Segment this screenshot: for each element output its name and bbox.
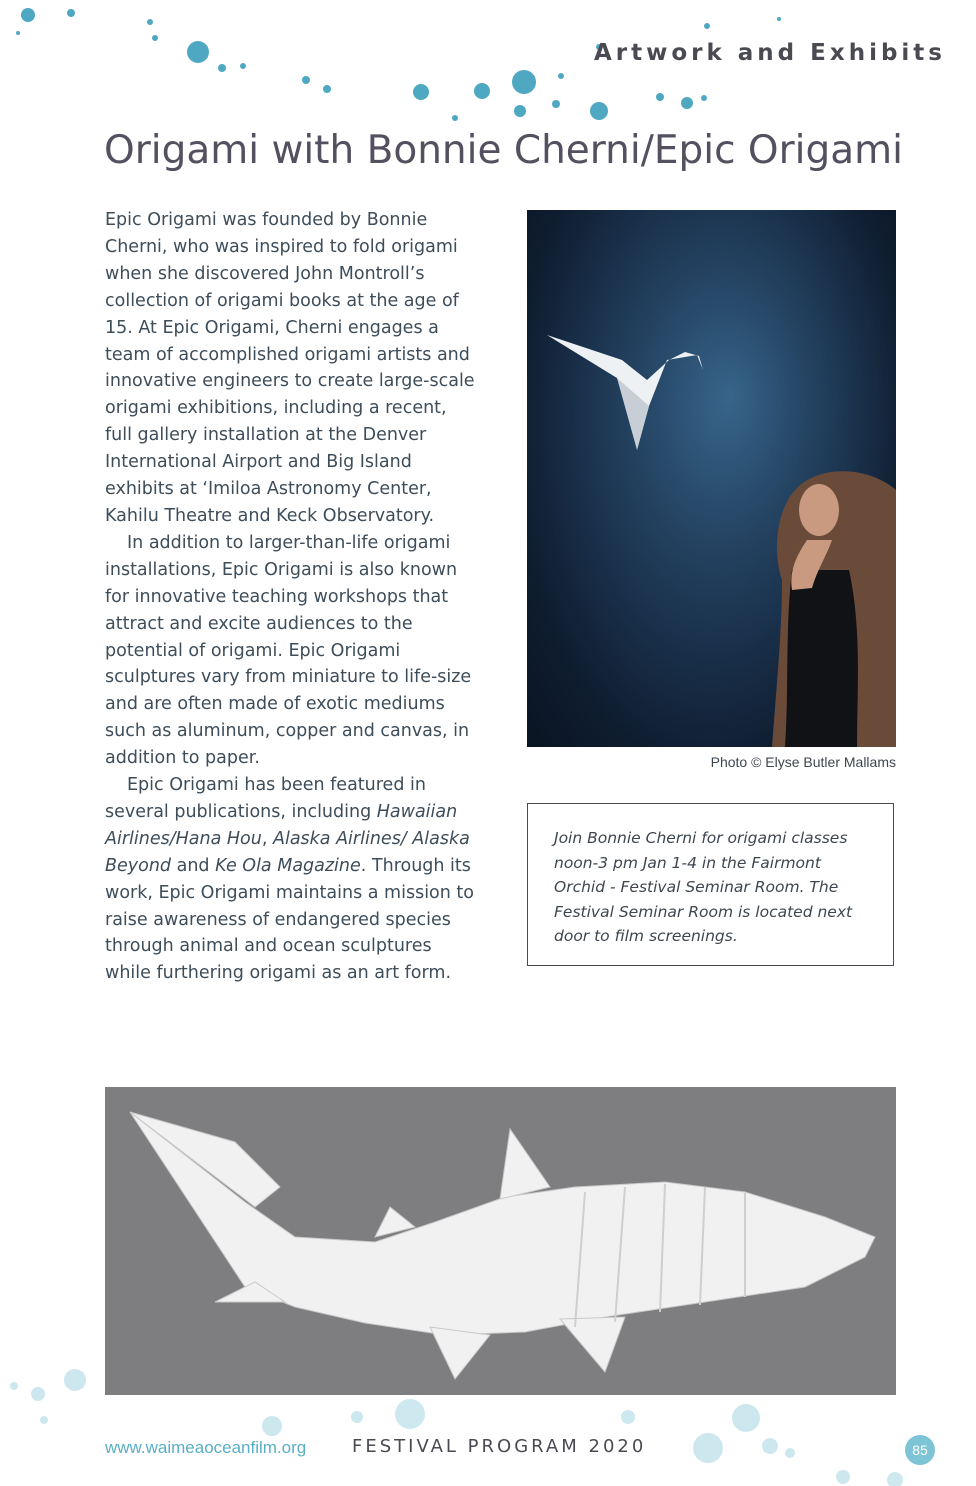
article-paragraph-3 [105, 772, 477, 987]
paragraph-3-intro: Epic Origami has been featured in several publications, including [105, 775, 426, 822]
photo-credit: Photo © Elyse Butler Mallams [710, 754, 896, 770]
paragraph-3-separator: , [261, 828, 273, 849]
paragraph-3-and: and [171, 855, 216, 876]
decorative-dots-bottom [0, 1350, 976, 1486]
decorative-dots-top [0, 0, 976, 140]
page-title: Origami with Bonnie Cherni/Epic Origami [104, 128, 903, 173]
origami-shark-icon [130, 1112, 875, 1379]
section-label: Artwork and Exhibits [593, 40, 946, 66]
photo-origami-shark [105, 1087, 896, 1395]
page-number: 85 [905, 1435, 935, 1465]
article-paragraph-1: Epic Origami was founded by Bonnie Cherni, who was inspired to fold origami when she discovered John Montroll’s collection of origami books at the age of 15. At Epic Origami, Cherni engages a team of accomplished origami artists and innovative engineers to create large-scale origami exhibitions, including a recent, full gallery installation at the Denver International Airport and Big Island exhibits at ‘Imiloa Astronomy Center, Kahilu Theatre and Keck Observatory. [105, 210, 475, 526]
article-body [105, 207, 477, 987]
publication-alaska-beyond: Alaska Airlines/ Alaska Beyond [105, 828, 470, 876]
footer-program-title: FESTIVAL PROGRAM 2020 [352, 1436, 647, 1457]
paragraph-3-rest: . Through its work, Epic Origami maintains a mission to raise awareness of endangered species through animal and ocean sculptures while furthering origami as an art form. [105, 855, 474, 984]
artist-figure [772, 471, 896, 747]
publication-ke-ola: Ke Ola Magazine [215, 855, 361, 876]
class-info-text: Join Bonnie Cherni for origami classes noon-3 pm Jan 1-4 in the Fairmont Orchid - Festival Seminar Room. The Festival Seminar Room is located next door to film screenings. [554, 829, 853, 946]
footer-website-link[interactable]: www.waimeaoceanfilm.org [105, 1438, 307, 1457]
article-paragraph-2: In addition to larger-than-life origami installations, Epic Origami is also known for innovative teaching workshops that attract and excite audiences to the potential of origami. Epic Origami sculptures vary from miniature to life-size and are often made of exotic mediums such as aluminum, copper and canvas, in addition to paper. [105, 532, 472, 769]
class-info-box [527, 803, 894, 966]
publication-hana-hou: Hawaiian Airlines/Hana Hou [105, 801, 458, 849]
photo-crane-and-artist [527, 210, 896, 747]
